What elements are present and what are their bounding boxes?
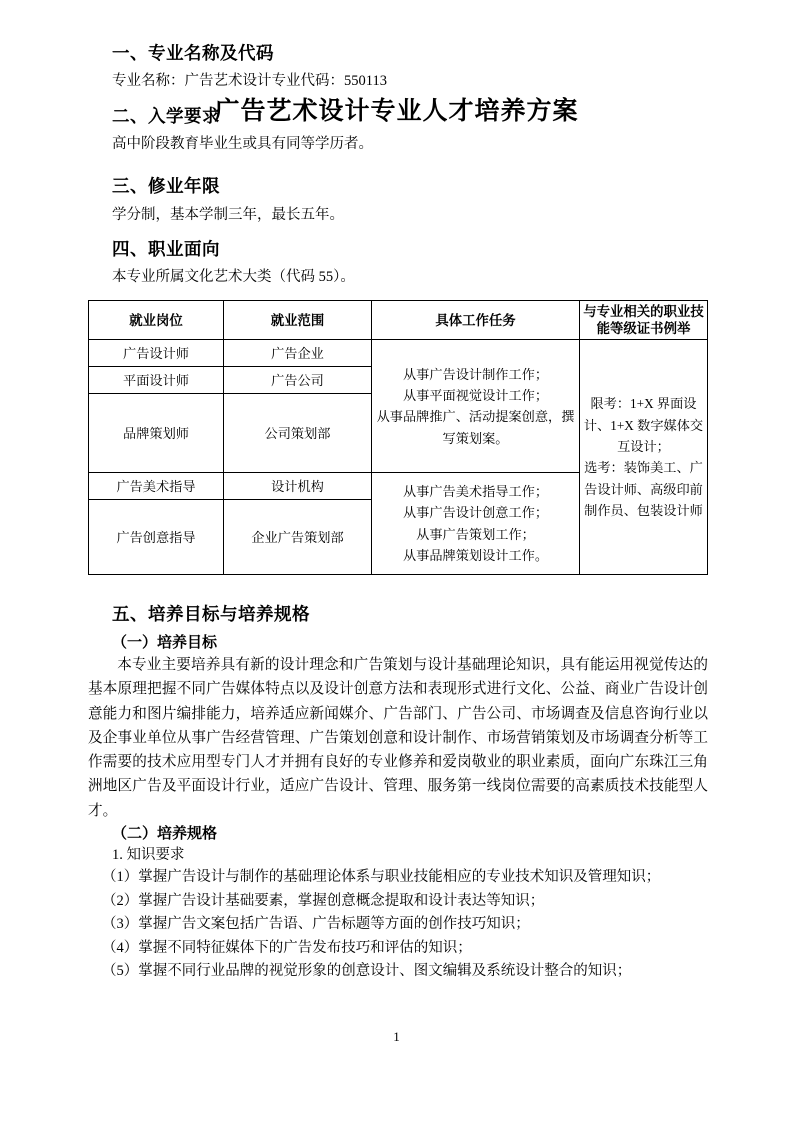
cell-scope: 企业广告策划部: [224, 500, 372, 575]
list-item: （5）掌握不同行业品牌的视觉形象的创意设计、图文编辑及系统设计整合的知识；: [102, 963, 632, 980]
major-name: 专业名称：广告艺术设计: [112, 73, 272, 90]
cell-scope: 广告公司: [224, 367, 372, 394]
subsection-heading-training-goal: （一）培养目标: [112, 633, 218, 651]
section-heading-3: 三、修业年限: [112, 176, 220, 197]
list-item: （2）掌握广告设计基础要素，掌握创意概念提取和设计表达等知识；: [102, 892, 545, 909]
cell-position: 广告创意指导: [89, 500, 224, 575]
cell-scope: 广告企业: [224, 340, 372, 367]
major-name-code-line: [88, 70, 708, 93]
major-code: 专业代码：550113: [271, 73, 387, 90]
section-heading-5: 五、培养目标与培养规格: [112, 604, 310, 625]
cell-position: 广告设计师: [89, 340, 224, 367]
page-number: 1: [393, 1029, 400, 1044]
table-header-certificate: 与专业相关的职业技能等级证书例举: [580, 300, 708, 339]
table-header-row: [89, 300, 708, 339]
list-item: （1）掌握广告设计与制作的基础理论体系与职业技能相应的专业技术知识及管理知识；: [102, 869, 661, 886]
page-title: 广告艺术设计专业人才培养方案: [214, 97, 579, 125]
career-category-text: 本专业所属文化艺术大类（代码 55）。: [112, 269, 355, 286]
cell-position: 平面设计师: [89, 367, 224, 394]
section-heading-1: 一、专业名称及代码: [112, 43, 274, 63]
cell-task-group-2: 从事广告美术指导工作； 从事广告设计创意工作； 从事广告策划工作； 从事品牌策划设计工作。: [372, 473, 580, 575]
section-heading-2: 二、入学要求: [112, 105, 220, 126]
section-heading-4: 四、职业面向: [112, 239, 220, 260]
cell-position: 广告美术指导: [89, 473, 224, 500]
study-duration-text: 学分制，基本学制三年，最长五年。: [112, 206, 344, 223]
table-header-position: 就业岗位: [89, 300, 224, 339]
training-goal-paragraph: 本专业主要培养具有新的设计理念和广告策划与设计基础理论知识，具有能运用视觉传达的基本原理把握不同广告媒体特点以及设计创意方法和表现形式进行文化、公益、商业广告设计创意能力和图片编排能力，培养适应新闻媒介、广告部门、广告公司、市场调查及信息咨询行业以及企事业单位从事广告经营管理、广告策划创意和设计制作、市场营销策划及市场调查分析等工作需要的技术应用型专门人才并拥有良好的专业修养和爱岗敬业的职业素质，面向广东珠江三角洲地区广告及平面设计行业，适应广告设计、管理、服务第一线岗位需要的高素质技术技能型人才。: [88, 657, 708, 819]
cell-scope: 设计机构: [224, 473, 372, 500]
cell-scope: 公司策划部: [224, 394, 372, 473]
table-row: [89, 340, 708, 367]
subsection-heading-training-spec: （二）培养规格: [112, 824, 218, 842]
knowledge-requirement-heading: 1. 知识要求: [112, 846, 185, 863]
list-item: （4）掌握不同特征媒体下的广告发布技巧和评估的知识；: [102, 939, 472, 956]
cell-task-group-1: 从事广告设计制作工作； 从事平面视觉设计工作； 从事品牌推广、活动提案创意，撰写策划案。: [372, 340, 580, 473]
entry-requirement-text: 高中阶段教育毕业生或具有同等学历者。: [112, 135, 373, 152]
cell-position: 品牌策划师: [89, 394, 224, 473]
document-body: [88, 0, 708, 984]
table-header-scope: 就业范围: [224, 300, 372, 339]
list-item: （3）掌握广告文案包括广告语、广告标题等方面的创作技巧知识；: [102, 916, 530, 933]
career-orientation-table: [88, 300, 708, 575]
cell-certificates: 限考：1+X 界面设计、1+X 数字媒体交互设计； 选考：装饰美工、广告设计师、高级印前制作员、包装设计师: [580, 340, 708, 575]
table-header-task: 具体工作任务: [372, 300, 580, 339]
